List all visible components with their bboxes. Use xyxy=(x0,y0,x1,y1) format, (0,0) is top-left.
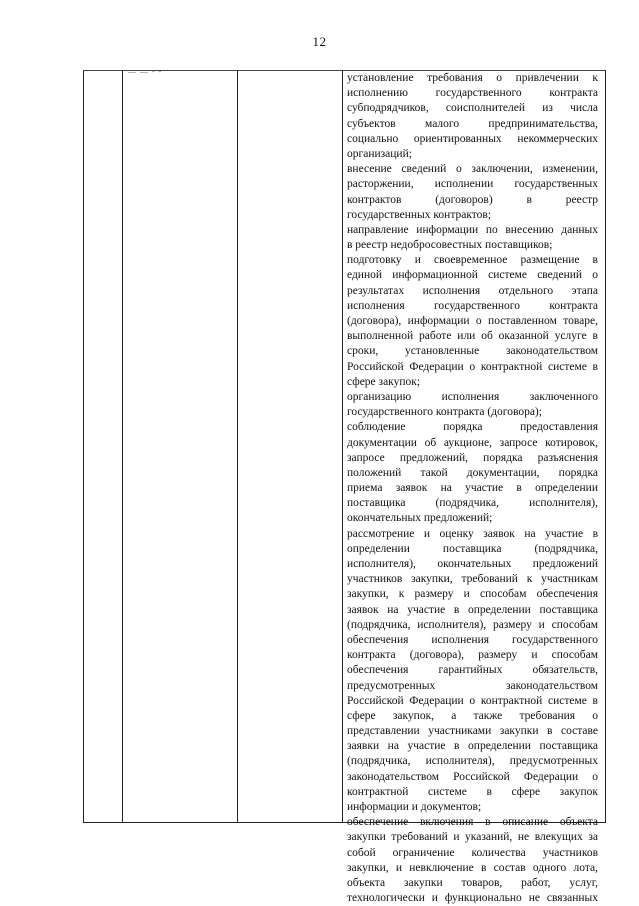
text-line: Российской Федерации о контрактной системе в xyxy=(347,694,598,707)
text-line: субъектов малого предпринимательства, xyxy=(347,117,598,130)
text-line: технологически и функционально не связанных xyxy=(347,892,598,905)
text-line: закупки требований и указаний, не влекущих за xyxy=(347,831,598,844)
text-line: информации и документов; xyxy=(347,801,482,813)
text-line: в реестр недобросовестных поставщиков; xyxy=(347,239,553,252)
text-line: государственных контрактов; xyxy=(347,208,492,221)
text-line: контрактов (договоров) в реестр xyxy=(347,193,598,206)
text-line: единой информационной системе сведений о xyxy=(347,269,598,282)
text-line: документации об аукционе, запросе котировок, xyxy=(347,436,598,449)
text-line: (договора), информации о поставленном товаре, xyxy=(347,315,598,327)
text-line: сфере закупок; xyxy=(347,375,421,388)
text-line: обеспечения исполнения государственного xyxy=(347,633,598,646)
text-line: контракта (договора), размеру и способам xyxy=(347,649,598,662)
text-line: контрактной системе в сфере закупок xyxy=(347,785,598,798)
text-line: (подрядчика, исполнителя), предусмотренных xyxy=(347,755,598,768)
text-line: подготовку и своевременное размещение в xyxy=(347,254,598,267)
text-line: субподрядчиков, соисполнителей из числа xyxy=(347,102,598,115)
text-line: социально ориентированных некоммерческих xyxy=(347,132,598,145)
text-line: сроки, установленные законодательством xyxy=(347,345,598,358)
text-line: соблюдение порядка предоставления xyxy=(347,421,598,434)
text-line: собой ограничение количества участников xyxy=(347,846,598,859)
scan-artifact-text: — — - - xyxy=(128,67,163,76)
text-line: установление требования о привлечении к xyxy=(347,72,598,84)
text-line: (подрядчика, исполнителя), размеру и способам xyxy=(347,618,598,631)
text-line: организацию исполнения заключенного xyxy=(347,390,598,403)
text-line: предусмотренных законодательством xyxy=(347,679,598,692)
text-line: исполнению государственного контракта xyxy=(347,87,598,100)
text-line: рассмотрение и оценку заявок на участие в xyxy=(347,527,598,540)
text-line: приема заявок на участие в определении xyxy=(347,482,598,495)
text-line: определении поставщика (подрядчика, xyxy=(347,542,598,555)
text-line: исполнения государственного контракта xyxy=(347,299,598,312)
page-number: 12 xyxy=(312,34,327,49)
text-line: выполненной работе или об оказанной услуге в xyxy=(347,330,598,343)
text-line: окончательных предложений; xyxy=(347,512,493,525)
text-line: направление информации по внесению данных xyxy=(347,223,598,236)
document-table xyxy=(83,67,606,905)
text-line: закупки, к размеру и способам обеспечения xyxy=(347,588,598,601)
column-divider-2 xyxy=(237,70,238,822)
text-line: исполнителя), окончательных предложений xyxy=(347,558,598,570)
column-divider-1 xyxy=(122,70,123,822)
text-line: запросе предложений, порядка разъяснения xyxy=(347,451,598,464)
text-line: законодательством Российской Федерации о xyxy=(347,770,598,783)
text-line: заявки на участие в определении поставщика xyxy=(347,740,598,753)
column-divider-3 xyxy=(342,70,343,822)
text-line: Российской Федерации о контрактной системе в xyxy=(347,360,598,373)
text-line: расторжении, исполнении государственных xyxy=(347,178,598,191)
text-line: внесение сведений о заключении, изменении, xyxy=(347,163,598,176)
text-line: представлении участниками закупки в составе xyxy=(347,725,598,738)
text-line: участников закупки, требований к участникам xyxy=(347,573,598,586)
text-line: объекта закупки товаров, работ, услуг, xyxy=(347,876,598,889)
text-line: государственного контракта (договора); xyxy=(347,406,542,419)
text-line: положений такой документации, порядка xyxy=(347,466,598,479)
text-line: результатах исполнения отдельного этапа xyxy=(347,284,598,297)
text-line: поставщика (подрядчика, исполнителя), xyxy=(347,497,598,510)
text-line: обеспечение включения в описание объекта xyxy=(347,816,598,829)
text-line: заявок на участие в определении поставщика xyxy=(347,603,598,616)
text-line: обеспечения гарантийных обязательств, xyxy=(347,664,598,677)
text-line: сфере закупок, а также требования о xyxy=(347,709,598,722)
text-line: закупки, и невключение в состав одного лота, xyxy=(347,861,598,874)
responsibilities-cell xyxy=(347,71,598,906)
text-line: организаций; xyxy=(347,147,412,160)
